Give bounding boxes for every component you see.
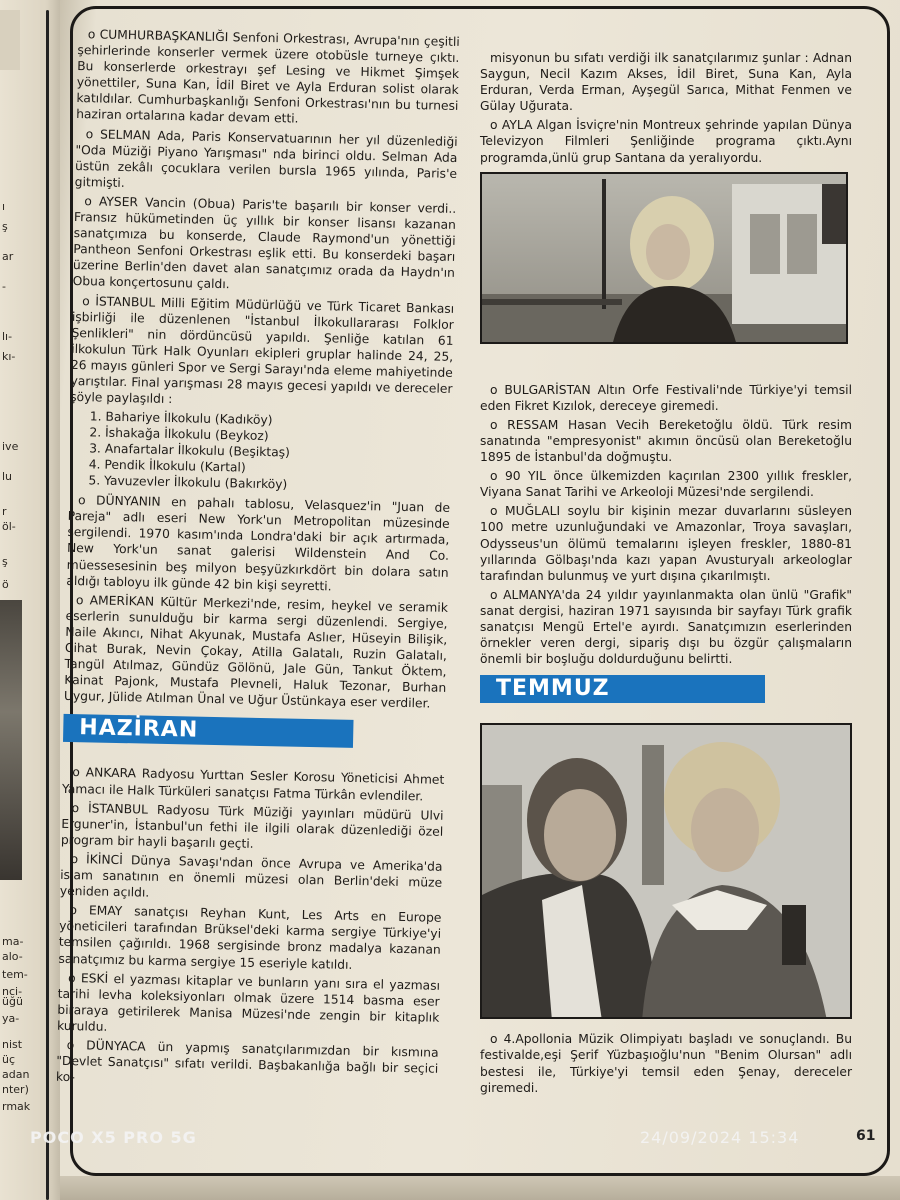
paragraph-lead: o DÜNYACA xyxy=(66,1037,146,1054)
paragraph-text: misyonun bu sıfatı verdiği ilk sanatçılarımız şunlar : Adnan Saygun, Necil Kazım Akses, İdil Biret, Suna Kan, Ayla Erduran, Verda Erman, Ayşegül Sarıca, Mithat Fenmen ve Gülay Uğurata. xyxy=(480,51,852,114)
paragraph-text: Radyosu Yurttan Sesler Korosu Yöneticisi Ahmet Yamacı ile Halk Türküleri sanatçısı Fatma Türkân evlendiler. xyxy=(61,766,445,803)
paragraph-text: Hasan Vecih Bereketoğlu öldü. Türk resim sanatında "empresyonist" akımın öncüsü olan Bereketoğlu 1895 de İstanbul'da doğmuştu. xyxy=(480,417,853,465)
paragraph-lead: o 4.Apollonia xyxy=(490,1032,573,1047)
list-item: 2. İshakağa İlkokulu (Beykoz) xyxy=(89,425,269,444)
news-paragraph xyxy=(56,1037,439,1093)
section-heading-haziran: HAZİRAN xyxy=(63,714,354,748)
page-bottom-edge xyxy=(60,1176,900,1200)
prev-page-photo xyxy=(0,600,22,880)
paragraph-lead: o ALMANYA'da xyxy=(490,587,581,602)
prev-page-text-fragment: - xyxy=(2,280,6,293)
camera-watermark: POCO X5 PRO 5G xyxy=(30,1128,197,1147)
paragraph-text: en pahalı tablosu, Velasquez'in "Juan de Pareja" adlı eseri New York'un Metropolitan müzesinde sergilendi. 1970 kasım'ında Londra'daki bir açık artırmada, New York'un sanat galerisi Wildenstein And Co. müessesesinin beş milyon beşyüzkırkdört bin dolara satın aldığı tabloyu ilk günde 42 bin kişi seyretti. xyxy=(66,494,451,594)
prev-page-text-fragment: alo- xyxy=(2,950,23,963)
list-item: 5. Yavuzevler İlkokulu (Bakırköy) xyxy=(88,473,288,492)
prev-page-text-fragment: ma- xyxy=(2,935,24,948)
list-item: 3. Anafartalar İlkokulu (Beşiktaş) xyxy=(89,441,291,460)
paragraph-lead: o SELMAN xyxy=(85,126,151,143)
paragraph-text: sanatçısı Reyhan Kunt, Les Arts en Europe yöneticileri tarafından Brüksel'deki karma sergiye Türkiye'yi temsilen çağırıldı. 1968 sergisinde bronz madalya kazanan sanatçımız bu karma sergiye 15 eseriyle katıldı. xyxy=(58,904,442,972)
news-paragraph xyxy=(64,592,448,713)
paragraph-lead: o AYLA xyxy=(490,118,533,133)
paragraph-text: Kültür Merkezi'nde, resim, heykel ve seramik eserlerin sunulduğu bir karma sergi düzenlendi. Sergiye, Naile Akıncı, Nihat Akyunak, Mustafa Aslıer, Hüseyin Bilişik, Cihat Burak, Nevin Çokay, Atilla Galatalı, Ruzin Galatalı, Tangül Atılmaz, Gündüz Gölönü, Jale Gün, Tankut Öktem, Kainat Pajonk, Mustafa Plevneli, Haluk Tezonar, Burhan Uygur, Jülide Atılman Ünal ve Uğur Üstünkaya eser verdiler. xyxy=(63,594,449,711)
news-paragraph xyxy=(62,764,445,804)
paragraph-lead: o İSTANBUL xyxy=(71,800,149,817)
paragraph-text: soylu bir kişinin mezar duvarlarını süsleyen 100 metre uzunluğundaki ve Amazonlar, Troya savaşları, Odysseus'un ölümü temalarını işleyen freskler, 1880-81 yıllarında Gölbaşı'nda kazı yapan Avusturyalı arkeologlar tarafından bulunmuş ve yurt dışına çıkarılmıştı. xyxy=(480,504,852,583)
paragraph-lead: o ANKARA xyxy=(72,765,137,781)
news-paragraph xyxy=(76,26,460,131)
ayla-algan-photo-image xyxy=(482,174,848,344)
paragraph-lead: o 90 YIL xyxy=(490,469,547,484)
paragraph-text: Müzik Olimpiyatı başladı ve sonuçlandı. Bu festivalde,eşi Şerif Yüzbaşıoğlu'nun "Benim Olursan" adlı bestesi ile, Türkiye'yi temsil eden Şenay, dereceler giremedi. xyxy=(480,1032,852,1095)
prev-page-text-fragment: tem- xyxy=(2,968,28,981)
news-paragraph xyxy=(480,50,852,114)
paragraph-text: el yazması kitaplar ve bunların yanı sıra el yazması tarihi levha koleksiyonları olmak üzere 1514 basma eser biraraya getirilerek Manisa Müzesi'nde zengin bir kitaplık kuruldu. xyxy=(56,971,441,1034)
prev-page-text-fragment: ş xyxy=(2,555,8,568)
right-column xyxy=(480,50,852,1099)
news-paragraph xyxy=(480,587,852,667)
prev-page-text-fragment: ı xyxy=(2,200,6,213)
prev-page-text-fragment: ş xyxy=(2,220,8,233)
paragraph-text: önce ülkemizden kaçırılan 2300 yıllık freskler, Viyana Sanat Tarihi ve Arkeoloji Müzesi'nde sergilendi. xyxy=(480,469,853,500)
news-paragraph xyxy=(66,492,450,597)
prev-page-photo-fragment xyxy=(0,10,20,70)
prev-page-border xyxy=(46,10,49,1200)
paragraph-lead: o İKİNCİ xyxy=(70,851,124,868)
paragraph-text: 24 yıldır yayınlanmakta olan ünlü "Grafik" sanat dergisi, haziran 1971 sayısında bir sayfayı Türk grafik sanatçısı Mengü Ertel'e ayırdı. Sanatçımızın eserlerinden örnekler veren dergi, sipariş dışı bu özgür çalışmaların önemli bir boşluğu doldurduğunu belirtti. xyxy=(480,587,852,667)
previous-page-edge xyxy=(0,0,66,1200)
news-paragraph xyxy=(72,193,456,298)
prev-page-text-fragment: nci- xyxy=(2,985,23,998)
prev-page-text-fragment: ar xyxy=(2,250,14,263)
paragraph-lead: o EMAY xyxy=(69,903,123,919)
paragraph-lead: o RESSAM xyxy=(490,417,559,432)
paragraph-lead: o İSTANBUL xyxy=(82,293,156,310)
prev-page-text-fragment: lı- xyxy=(2,330,13,343)
prev-page-text-fragment: adan xyxy=(2,1068,30,1081)
news-paragraph xyxy=(480,382,852,414)
paragraph-text: Algan İsviçre'nin Montreux şehrinde yapılan Dünya Televizyon Filmleri Şenliğinde programa çıktı.Aynı programda,ünlü grup Santana da yeralıyordu. xyxy=(480,118,852,165)
news-paragraph xyxy=(480,468,852,500)
news-paragraph xyxy=(480,1031,852,1095)
page-number: 61 xyxy=(856,1128,876,1144)
paragraph-text: Vancin (Obua) Paris'te başarılı bir konser verdi.. Fransız hükümetinden üç yıllık bir konser lisansı kazanan sanatçımıza bu konserde, Claude Raymond'un yönettiği Pantheon Senfoni Orkestrası eşlik etti. Bu konserdeki başarı üzerine Berlin'den davet alan sanatçımız orada da Haydn'ın Obua konçertosunu çaldı. xyxy=(72,195,457,292)
couple-photo-image xyxy=(482,725,852,1019)
prev-page-text-fragment: ö xyxy=(2,578,9,591)
serif-yuzbasioglu-senay-photo xyxy=(480,723,852,1019)
paragraph-text: Milli Eğitim Müdürlüğü ve Türk Ticaret Bankası işbirliği ile düzenlenen "İstanbul İlkokullararası Folklor Şenlikleri" nin dördüncüsü yapıldı. Şenliğe katılan 61 ilkokulun Türk Halk Oyunları ekipleri gruplar halinde 24, 25, 26 mayıs günleri Spor ve Sergi Sarayı'nda eleme mahiyetinde yarıştılar. Final yarışması 28 mayıs gecesi yapıldı ve dereceler şöyle paylaşıldı : xyxy=(70,295,455,407)
paragraph-text: ün yapmış sanatçılarımızdan bir kısmına "Devlet Sanatçısı" sıfatı verildi. Başbakanlığa bağlı bir seçici ko- xyxy=(55,1039,439,1085)
prev-page-text-fragment: rmak xyxy=(2,1100,31,1113)
paragraph-lead: o BULGARİSTAN xyxy=(490,382,591,397)
paragraph-lead: o AYSER xyxy=(84,194,139,210)
news-paragraph xyxy=(480,117,852,165)
news-paragraph xyxy=(480,417,852,465)
prev-page-text-fragment: kı- xyxy=(2,350,16,363)
ayla-algan-photo xyxy=(480,172,848,344)
list-item: 1. Bahariye İlkokulu (Kadıköy) xyxy=(89,409,273,428)
news-paragraph xyxy=(70,292,454,413)
paragraph-text: Dünya Savaşı'ndan önce Avrupa ve Amerika'da islam sanatının en önemli müzesi olan Berlin'deki müze yeniden açıldı. xyxy=(59,853,443,900)
prev-page-text-fragment: ive xyxy=(2,440,19,453)
news-paragraph xyxy=(60,851,443,907)
prev-page-text-fragment: öl- xyxy=(2,520,16,533)
news-paragraph xyxy=(480,503,852,583)
prev-page-text-fragment: üğü xyxy=(2,995,23,1008)
magazine-page xyxy=(55,0,900,1200)
prev-page-text-fragment: lu xyxy=(2,470,13,483)
paragraph-text: Radyosu Türk Müziği yayınları müdürü Ulvi Erguner'in, İstanbul'un fethi ile ilgili olarak düzenlediği özel program bir hayli başarılı geçti. xyxy=(60,802,444,851)
prev-page-text-fragment: ya- xyxy=(2,1012,20,1025)
paragraph-lead: o MUĞLALI xyxy=(490,504,561,519)
paragraph-lead: o AMERİKAN xyxy=(75,592,155,609)
news-paragraph xyxy=(58,902,441,974)
section-heading-temmuz: TEMMUZ xyxy=(480,675,765,703)
paragraph-lead: o ESKİ xyxy=(67,970,109,986)
paragraph-lead: o DÜNYANIN xyxy=(77,493,161,509)
list-item: 4. Pendik İlkokulu (Kartal) xyxy=(88,457,246,475)
paragraph-text: Senfoni Orkestrası, Avrupa'nın çeşitli şehirlerinde konserler vermek üzere otobüsle turneye çıktı. Bu konserlerde orkestrayı şef Lesing ve Hikmet Şimşek yönettiler, Suna Kan, İdil Biret ve Ayla Erduran solist olarak katıldılar. Cumhurbaşkanlığı Senfoni Orkestrası'nın bu turnesi haziran ortalarına kadar devam etti. xyxy=(76,30,460,127)
prev-page-text-fragment: r xyxy=(2,505,7,518)
prev-page-text-fragment: nist xyxy=(2,1038,23,1051)
paragraph-text: Ada, Paris Konservatuarının her yıl düzenlediği "Oda Müziği Piyano Yarışması" nda birinci oldu. Selman Ada üstün zekâlı çocuklara verilen bursla 1965 yılında, Paris'e gitmişti. xyxy=(74,128,458,190)
paragraph-lead: o CUMHURBAŞKANLIĞI xyxy=(87,27,229,45)
news-paragraph xyxy=(57,969,440,1041)
photo-timestamp: 24/09/2024 15:34 xyxy=(640,1128,800,1147)
prev-page-text-fragment: üç xyxy=(2,1053,16,1066)
folklor-results-list xyxy=(88,408,452,496)
left-column xyxy=(56,26,460,1096)
news-paragraph xyxy=(75,126,458,198)
paragraph-text: Altın Orfe Festivali'nde Türkiye'yi temsil eden Fikret Kızılok, dereceye giremedi. xyxy=(480,382,852,413)
news-paragraph xyxy=(61,799,444,855)
prev-page-text-fragment: nter) xyxy=(2,1083,29,1096)
